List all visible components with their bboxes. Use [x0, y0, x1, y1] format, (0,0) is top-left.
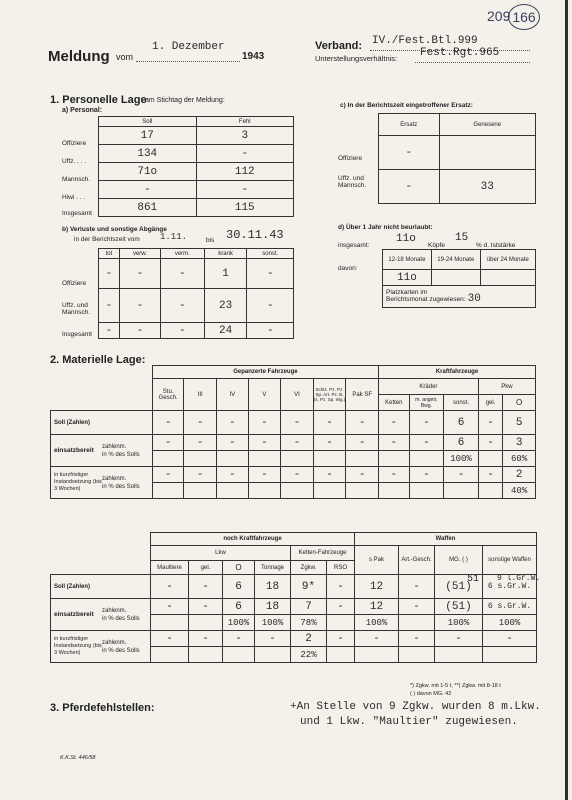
cell-ges-fehl: 115	[196, 199, 294, 217]
t2-ep-4: 78%	[291, 615, 327, 631]
urlaub-davon-label: davon:	[338, 265, 358, 272]
t1-kp-8	[409, 483, 444, 499]
t2-kz-8: -	[435, 631, 483, 647]
t2-soll-9: 6 s.Gr.W.	[483, 575, 537, 599]
v-uffz-4: -	[247, 289, 294, 323]
v-ges-4: -	[247, 323, 294, 339]
pferde-note-line2: und 1 Lkw. "Maultier" zugewiesen.	[300, 716, 518, 728]
t1-ez-7: -	[379, 435, 410, 451]
t2-soll-3: 18	[255, 575, 291, 599]
t2-ep-6: 100%	[355, 615, 399, 631]
t1-soll-5: -	[313, 411, 346, 435]
t1-soll-4: -	[281, 411, 314, 435]
t1-row-einsatz-z	[51, 435, 536, 451]
t1-kp-5	[313, 483, 346, 499]
t1-col-pak: Pak SF	[346, 379, 379, 411]
t1-ep-6	[346, 451, 379, 467]
t1-row-kurz-z	[51, 467, 536, 483]
t1-ep-4	[281, 451, 314, 467]
pferde-note-line1: +An Stelle von 9 Zgkw. wurden 8 m.Lkw.	[290, 701, 541, 713]
t1-kz-8: -	[409, 467, 444, 483]
v-off-2: -	[160, 259, 204, 289]
t2-col-mg: MG. ( )	[435, 546, 483, 575]
e-label-offiziere: Offiziere	[338, 155, 363, 162]
verluste-label: b) Verluste und sonstige Abgänge	[62, 226, 167, 233]
t1-label-einsatz: einsatzbereit	[54, 447, 94, 454]
unterstellung-value: Fest.Rgt.965	[420, 47, 500, 59]
materiell-table-1	[50, 365, 536, 499]
t1-group-pkw: Pkw	[478, 379, 535, 395]
section-pferde-heading: 3. Pferdefehlstellen:	[50, 702, 155, 714]
t2-ep-5	[327, 615, 355, 631]
t1-kz-10: -	[478, 467, 502, 483]
t1-soll-8: -	[409, 411, 444, 435]
t2-ez-0: -	[151, 599, 189, 615]
t1-ep-9: 100%	[444, 451, 479, 467]
t1-col-iii: III	[184, 379, 217, 411]
t2-group-lkw: Lkw	[151, 546, 291, 561]
u-val-2	[480, 270, 535, 286]
col-sonst: sonst.	[247, 249, 294, 259]
e-off-genesene	[439, 136, 535, 170]
t2-kz-4: 2	[291, 631, 327, 647]
archive-number-circled: 166	[508, 4, 540, 30]
v-off-3: 1	[204, 259, 247, 289]
t2-kurz-labelcell	[51, 631, 151, 663]
t1-ep-11: 60%	[503, 451, 536, 467]
col-19-24: 19-24 Monate	[431, 250, 480, 270]
page-title: Meldung	[48, 48, 110, 65]
urlaub-koepfe-label: Köpfe	[428, 242, 445, 249]
t2-kp-0	[151, 647, 189, 663]
v-off-4: -	[247, 259, 294, 289]
e-uffz-genesene: 33	[439, 170, 535, 204]
t2-kz-3: -	[255, 631, 291, 647]
t1-group-gep: Gepanzerte Fahrzeuge	[152, 366, 378, 379]
t1-ep-2	[217, 451, 249, 467]
v-uffz-2: -	[160, 289, 204, 323]
t2-ep-8: 100%	[435, 615, 483, 631]
t1-kz-4: -	[281, 467, 314, 483]
u-val-1	[431, 270, 480, 286]
t1-corner	[51, 366, 153, 411]
t2-kz-2: -	[223, 631, 255, 647]
urlaub-insgesamt-label: insgesamt:	[338, 242, 370, 249]
urlaub-table	[382, 249, 536, 308]
t2-label-kurz: in kurzfristiger Instandsetzung (bis 3 Wochen)	[54, 636, 102, 656]
t1-kp-9	[444, 483, 479, 499]
t2-kp-1	[189, 647, 223, 663]
t1-ez-6: -	[346, 435, 379, 451]
t1-label-kurz: in kurzfristiger Instandsetzung (bis 3 Wochen)	[54, 472, 102, 492]
t1-soll-0: -	[152, 411, 184, 435]
t1-kz-6: -	[346, 467, 379, 483]
t1-row-soll	[51, 411, 536, 435]
t1-ez-8: -	[409, 435, 444, 451]
v-label-offiziere: Offiziere	[62, 280, 87, 287]
section-materielle-heading: 2. Materielle Lage:	[50, 354, 146, 366]
unterstellung-label: Unterstellungsverhältnis:	[315, 54, 398, 63]
t1-soll-1: -	[184, 411, 217, 435]
cell-uffz-soll: 134	[99, 145, 197, 163]
t2-col-sonstige: sonstige Waffen	[483, 546, 537, 575]
t2-kz-7: -	[399, 631, 435, 647]
t2-soll-1: -	[189, 575, 223, 599]
unterstellung-line	[415, 62, 530, 63]
col-verm: verm.	[160, 249, 204, 259]
t2-ep-1	[189, 615, 223, 631]
e-off-ersatz: -	[379, 136, 440, 170]
row-label-uffz: Uffz. . . .	[62, 158, 87, 165]
t1-ez-11: 3	[503, 435, 536, 451]
t1-col-o: O	[503, 395, 536, 411]
t1-ez-2: -	[217, 435, 249, 451]
cell-mann-fehl: 112	[196, 163, 294, 181]
v-ges-1: -	[119, 323, 160, 339]
col-krank: krank	[204, 249, 247, 259]
cell-ges-soll: 861	[99, 199, 197, 217]
footnote-mg42: ( ) davon MG. 42	[410, 691, 452, 697]
t1-sub-prozent: in % des Solls	[102, 451, 140, 458]
t2-ep-3: 100%	[255, 615, 291, 631]
t1-col-iv: IV	[217, 379, 249, 411]
col-12-18: 12-18 Monate	[383, 250, 432, 270]
verluste-bis: bis	[206, 237, 215, 244]
cell-hiwi-fehl: -	[196, 181, 294, 199]
verband-value: IV./Fest.Btl.999	[372, 35, 478, 47]
t1-kurz-labelcell	[51, 467, 153, 499]
col-verw: verw.	[119, 249, 160, 259]
date-line	[136, 61, 240, 62]
t2-col-gel: gel.	[189, 561, 223, 575]
t1-kz-5: -	[313, 467, 346, 483]
mg-typed-above: 51	[467, 574, 480, 585]
t1-soll-6: -	[346, 411, 379, 435]
t1-label-soll: Soll (Zahlen)	[51, 411, 153, 435]
personal-table	[98, 116, 294, 217]
t2-soll-5: -	[327, 575, 355, 599]
t2-ez-4: 7	[291, 599, 327, 615]
row-label-mannsch: Mannsch.	[62, 176, 91, 183]
t2-sub-prozent-2: in % des Solls	[102, 647, 140, 654]
t1-col-mangetr: m. angetr. Bwg.	[409, 395, 444, 411]
t2-row-einsatz-z	[51, 599, 537, 615]
t1-kz-3: -	[248, 467, 281, 483]
cell-off-soll: 17	[99, 127, 197, 145]
col-genesene: Genesene	[439, 114, 535, 136]
col-fehl: Fehl	[196, 117, 294, 127]
t2-kp-7	[399, 647, 435, 663]
t1-kz-11: 2	[503, 467, 536, 483]
t1-ep-8	[409, 451, 444, 467]
t1-kp-2	[217, 483, 249, 499]
t2-ep-9: 100%	[483, 615, 537, 631]
t2-kz-5: -	[327, 631, 355, 647]
t2-soll-2: 6	[223, 575, 255, 599]
t2-group-noch: noch Kraftfahrzeuge	[151, 533, 355, 546]
t2-ez-1: -	[189, 599, 223, 615]
form-code: K.K.St. 446/58	[60, 755, 96, 761]
sw-typed-above: 9 l.Gr.W.	[497, 574, 541, 583]
t1-ez-1: -	[184, 435, 217, 451]
v-ges-2: -	[160, 323, 204, 339]
t2-label-soll: Soll (Zahlen)	[51, 575, 151, 599]
v-ges-3: 24	[204, 323, 247, 339]
v-uffz-1: -	[119, 289, 160, 323]
archive-number: 209	[487, 8, 511, 24]
col-soll: Soll	[99, 117, 197, 127]
t1-ep-7	[379, 451, 410, 467]
verluste-label2: in der Berichtszeit vom	[74, 236, 140, 243]
t2-row-kurz-z	[51, 631, 537, 647]
t1-col-sonst: sonst.	[444, 395, 479, 411]
t1-kz-7: -	[379, 467, 410, 483]
v-off-1: -	[119, 259, 160, 289]
t2-ep-2: 100%	[223, 615, 255, 631]
t1-sub-zahlen-2: zahlenm.	[102, 475, 127, 482]
t1-kz-0: -	[152, 467, 184, 483]
footnote-zgkw: *) Zgkw. mit 1-5 t, **) Zgkw. mit 8-18 t	[410, 683, 501, 689]
col-ersatz: Ersatz	[379, 114, 440, 136]
t2-ez-7: -	[399, 599, 435, 615]
t2-col-spak: s Pak	[355, 546, 399, 575]
t2-ez-9: 6 s.Gr.W.	[483, 599, 537, 615]
t2-ez-6: 12	[355, 599, 399, 615]
t1-ez-5: -	[313, 435, 346, 451]
urlaub-insgesamt-val: 11o	[396, 233, 416, 245]
t2-corner	[51, 533, 151, 575]
report-date: 1. Dezember	[152, 41, 225, 53]
t1-kz-1: -	[184, 467, 217, 483]
t1-ez-4: -	[281, 435, 314, 451]
urlaub-label: d) Über 1 Jahr nicht beurlaubt:	[338, 224, 433, 231]
t2-col-tonnage: Tonnage	[255, 561, 291, 575]
t1-kz-2: -	[217, 467, 249, 483]
row-label-offiziere: Offiziere	[62, 140, 87, 147]
t2-soll-6: 12	[355, 575, 399, 599]
t2-group-waffen: Waffen	[355, 533, 537, 546]
v-label-uffz: Uffz. und Mannsch.	[62, 302, 91, 316]
t2-col-o: O	[223, 561, 255, 575]
t1-ep-10	[478, 451, 502, 467]
t1-col-ketten: Ketten	[379, 395, 410, 411]
t1-soll-2: -	[217, 411, 249, 435]
t2-label-einsatz: einsatzbereit	[54, 611, 94, 618]
t2-kz-9: -	[483, 631, 537, 647]
t2-ez-3: 18	[255, 599, 291, 615]
t2-kp-2	[223, 647, 255, 663]
t1-col-schtz: Schtz. Pz. Pz. Sp. Art. Pz. B. (s. Pz. Sp. Wg.)	[313, 379, 346, 411]
t2-ez-2: 6	[223, 599, 255, 615]
t1-col-vi: VI	[281, 379, 314, 411]
t1-col-v: V	[248, 379, 281, 411]
t1-kp-3	[248, 483, 281, 499]
t1-kp-10	[478, 483, 502, 499]
verluste-from: 1.11.	[160, 232, 188, 242]
t2-ez-8: (51)	[435, 599, 483, 615]
urlaub-iststaerke-label: % d. Iststärke	[476, 242, 516, 249]
t1-kp-11: 40%	[503, 483, 536, 499]
v-uffz-0: -	[99, 289, 120, 323]
col-ueber-24: über 24 Monate	[480, 250, 535, 270]
t1-kp-7	[379, 483, 410, 499]
t1-ep-5	[313, 451, 346, 467]
t2-col-art: Art.-Gesch.	[399, 546, 435, 575]
t2-einsatz-labelcell	[51, 599, 151, 631]
t1-group-kraeder: Kräder	[379, 379, 479, 395]
t2-kp-8	[435, 647, 483, 663]
t1-kp-1	[184, 483, 217, 499]
ersatz-table	[378, 113, 536, 204]
row-label-insgesamt: Insgesamt	[62, 210, 92, 217]
t1-soll-9: 6	[444, 411, 479, 435]
verluste-table	[98, 248, 294, 339]
t2-sub-prozent: in % des Solls	[102, 615, 140, 622]
t2-kp-6	[355, 647, 399, 663]
t2-kp-3	[255, 647, 291, 663]
t1-ez-3: -	[248, 435, 281, 451]
t2-soll-4: 9*	[291, 575, 327, 599]
t2-col-maultiere: Maultiere	[151, 561, 189, 575]
section-personelle-heading: 1. Personelle Lage	[50, 94, 147, 106]
t1-ez-9: 6	[444, 435, 479, 451]
ersatz-label: c) In der Berichtszeit eingetroffener Ersatz:	[340, 102, 473, 109]
t2-soll-8: (51)	[435, 575, 483, 599]
u-val-0: 11o	[383, 270, 432, 286]
t2-group-ketten: Ketten-Fahrzeuge	[291, 546, 355, 561]
urlaub-koepfe-val: 15	[455, 232, 469, 244]
t2-row-soll	[51, 575, 537, 599]
t2-kp-9	[483, 647, 537, 663]
verband-label: Verband:	[315, 40, 363, 52]
t1-ez-0: -	[152, 435, 184, 451]
t1-soll-7: -	[379, 411, 410, 435]
platzkarten-cell	[383, 286, 536, 308]
cell-mann-soll: 71o	[99, 163, 197, 181]
t1-col-stu: Stu. Gesch.	[152, 379, 184, 411]
t1-sub-zahlen: zahlenm.	[102, 443, 127, 450]
t2-ep-0	[151, 615, 189, 631]
t1-soll-3: -	[248, 411, 281, 435]
t2-kz-1: -	[189, 631, 223, 647]
t2-col-rso: RSO	[327, 561, 355, 575]
v-label-insgesamt: Insgesamt	[62, 331, 92, 338]
platzkarten-label: Platzkarten im Berichtsmonat zugewiesen:	[386, 288, 466, 303]
verluste-to: 30.11.43	[226, 228, 284, 242]
t2-sub-zahlen-2: zahlenm.	[102, 639, 127, 646]
t1-einsatz-labelcell	[51, 435, 153, 467]
v-uffz-3: 23	[204, 289, 247, 323]
t2-col-zgkw: Zgkw.	[291, 561, 327, 575]
t1-kz-9: -	[444, 467, 479, 483]
t1-ep-3	[248, 451, 281, 467]
t1-group-kfz: Kraftfahrzeuge	[379, 366, 536, 379]
vom-label: vom	[116, 52, 134, 62]
t1-kp-4	[281, 483, 314, 499]
e-label-uffz: Uffz. und Mannsch.	[338, 175, 367, 189]
t2-ez-5: -	[327, 599, 355, 615]
personal-label: a) Personal:	[62, 107, 103, 114]
platzkarten-val: 30	[467, 292, 481, 305]
v-off-0: -	[99, 259, 120, 289]
report-year: 1943	[242, 51, 265, 62]
section-personelle-suffix: am Stichtag der Meldung:	[145, 97, 225, 104]
t1-ep-0	[152, 451, 184, 467]
t1-kp-0	[152, 483, 184, 499]
v-ges-0: -	[99, 323, 120, 339]
cell-off-fehl: 3	[196, 127, 294, 145]
materiell-table-2	[50, 532, 537, 663]
t2-soll-7: -	[399, 575, 435, 599]
cell-uffz-fehl: -	[196, 145, 294, 163]
t2-soll-0: -	[151, 575, 189, 599]
t1-ez-10: -	[478, 435, 502, 451]
row-label-hiwi: Hiwi . . .	[62, 194, 86, 201]
t1-soll-10: -	[478, 411, 502, 435]
t1-soll-11: 5	[503, 411, 536, 435]
e-uffz-ersatz: -	[379, 170, 440, 204]
t1-sub-prozent-2: in % des Solls	[102, 483, 140, 490]
t2-kp-5	[327, 647, 355, 663]
t1-kp-6	[346, 483, 379, 499]
t2-sub-zahlen: zahlenm.	[102, 607, 127, 614]
t2-ep-7	[399, 615, 435, 631]
col-tot: tot	[99, 249, 120, 259]
t2-kz-0: -	[151, 631, 189, 647]
t2-kz-6: -	[355, 631, 399, 647]
t1-ep-1	[184, 451, 217, 467]
t1-col-gel: gel.	[478, 395, 502, 411]
cell-hiwi-soll: -	[99, 181, 197, 199]
t2-kp-4: 22%	[291, 647, 327, 663]
